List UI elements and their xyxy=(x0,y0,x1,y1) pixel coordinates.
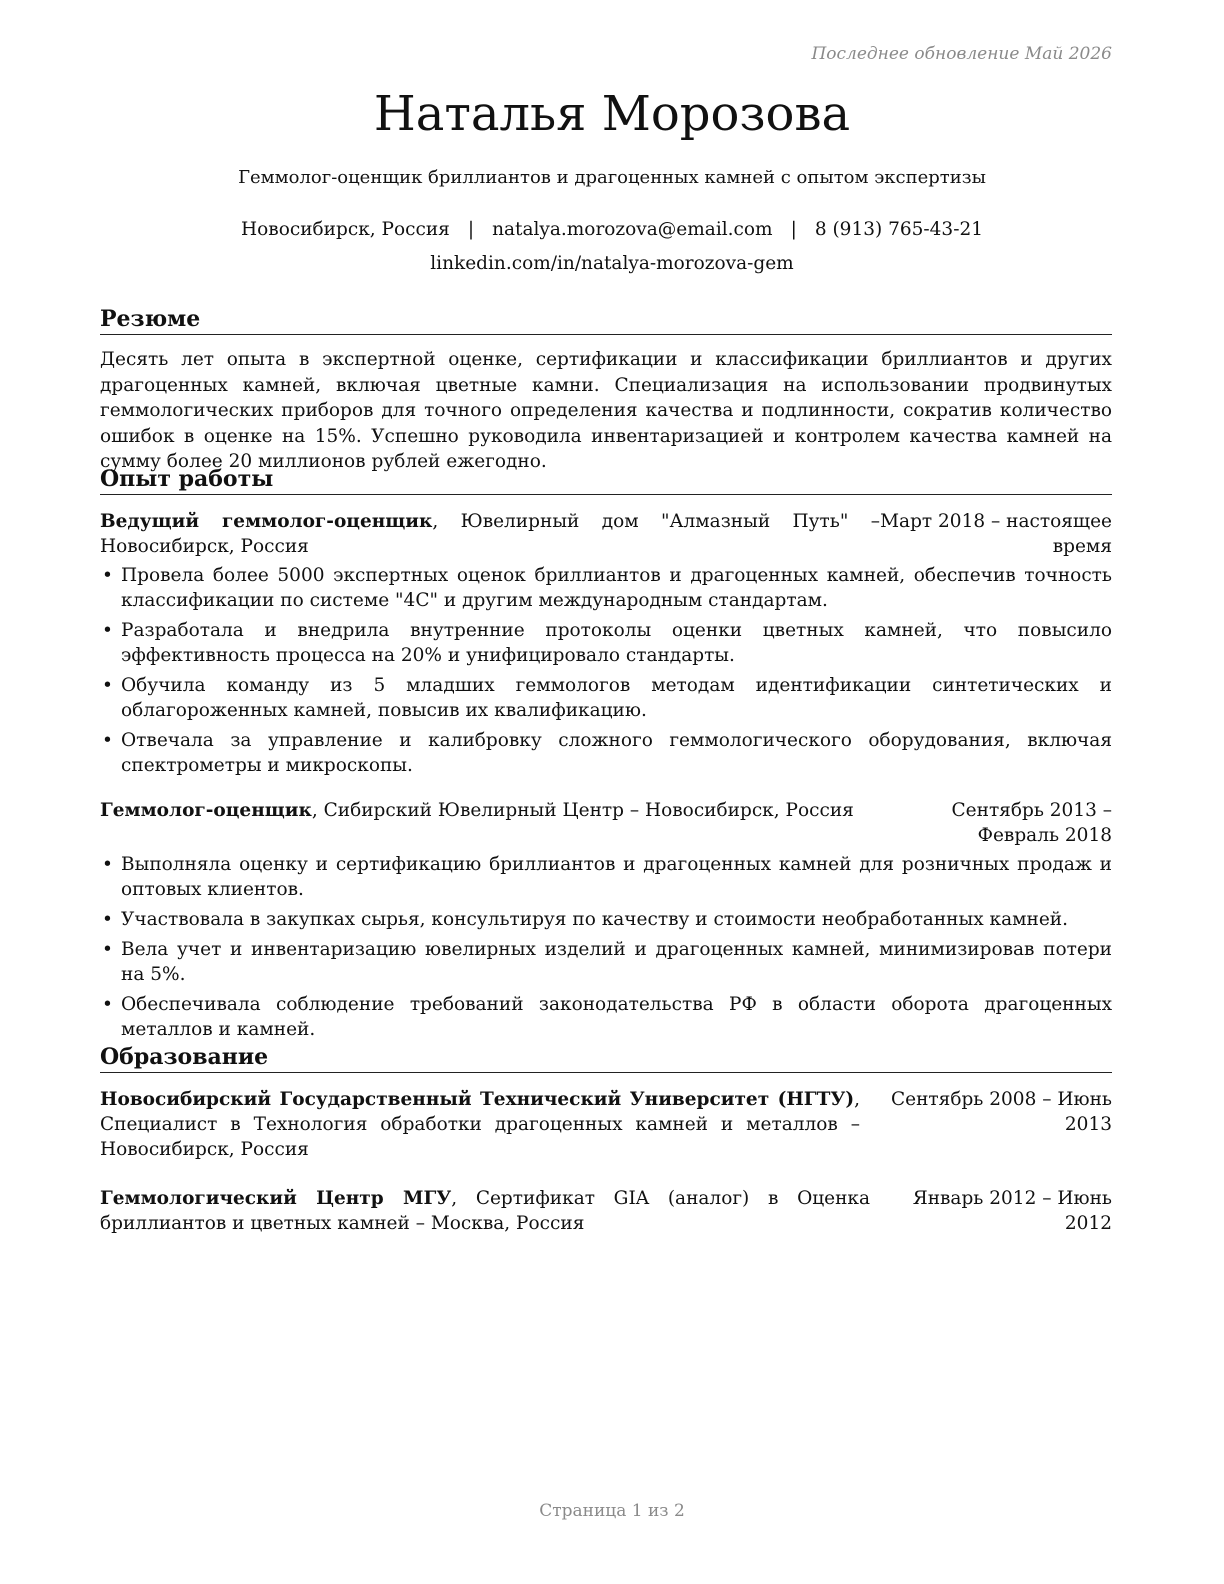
education-entry xyxy=(100,1186,1112,1236)
job-role: Геммолог-оценщик xyxy=(100,800,312,821)
phone: 8 (913) 765-43-21 xyxy=(814,219,983,240)
list-item: • Провела более 5000 экспертных оценок бриллиантов и драгоценных камней, обеспечив точность классификации по системе "4C" и другим международным стандартам. xyxy=(100,563,1112,613)
section-title-experience: Опыт работы xyxy=(100,465,1112,495)
list-item: • Разработала и внедрила внутренние протоколы оценки цветных камней, что повысило эффективность процесса на 20% и унифицировало стандарты. xyxy=(100,618,1112,668)
job-entry xyxy=(100,798,1112,1042)
degree-detail: , Специалист в Технология обработки драгоценных камней и металлов – Новосибирск, Россия xyxy=(100,1089,860,1160)
job-dates: Сентябрь 2013 – Февраль 2018 xyxy=(951,800,1112,846)
list-item: • Обучила команду из 5 младших геммологов методам идентификации синтетических и облагороженных камней, повысив их квалификацию. xyxy=(100,673,1112,723)
headline: Геммолог-оценщик бриллиантов и драгоценных камней с опытом экспертизы xyxy=(238,167,986,188)
job-title-line xyxy=(100,798,872,848)
degree-detail: , Сертификат GIA (аналог) в Оценка бриллиантов и цветных камней – Москва, Россия xyxy=(100,1188,870,1234)
job-role: Ведущий геммолог-оценщик xyxy=(100,511,433,532)
job-bullets xyxy=(100,852,1112,1042)
candidate-name: Наталья Морозова xyxy=(373,86,851,142)
education-dates: Январь 2012 – Июнь 2012 xyxy=(912,1188,1112,1234)
job-header xyxy=(100,509,1112,559)
separator: | xyxy=(790,219,797,240)
page-number: Страница 1 из 2 xyxy=(539,1501,685,1521)
job-dates: Март 2018 – настоящее время xyxy=(880,511,1112,557)
location: Новосибирск, Россия xyxy=(241,219,450,240)
job-org: , Сибирский Ювелирный Центр – Новосибирск, Россия xyxy=(311,800,854,821)
education-section xyxy=(100,1043,1112,1236)
contact-line xyxy=(0,219,1224,240)
list-item: • Выполняла оценку и сертификацию бриллиантов и драгоценных камней для розничных продаж и оптовых клиентов. xyxy=(100,852,1112,902)
list-item: • Участвовала в закупках сырья, консультируя по качеству и стоимости необработанных камней. xyxy=(100,907,1112,932)
section-title-summary: Резюме xyxy=(100,305,1112,335)
section-title-education: Образование xyxy=(100,1043,1112,1073)
summary-text: Десять лет опыта в экспертной оценке, сертификации и классификации бриллиантов и других драгоценных камней, включая цветные камни. Специализация на использовании продвинутых геммологических приборов для точного определения качества и подлинности, сократив количество ошибок в оценке на 15%. Успешно руководила инвентаризацией и контролем качества камней на сумму более 20 миллионов рублей ежегодно. xyxy=(100,349,1112,472)
school-name: Новосибирский Государственный Технический Университет (НГТУ) xyxy=(100,1089,855,1110)
email-link[interactable]: natalya.morozova@email.com xyxy=(492,219,773,240)
education-title-line xyxy=(100,1186,870,1236)
education-entry xyxy=(100,1087,1112,1162)
list-item: • Вела учет и инвентаризацию ювелирных изделий и драгоценных камней, минимизировав потери на 5%. xyxy=(100,937,1112,987)
job-entry xyxy=(100,509,1112,778)
experience-section xyxy=(100,465,1112,1047)
education-title-line xyxy=(100,1087,860,1162)
job-bullets xyxy=(100,563,1112,778)
list-item: • Отвечала за управление и калибровку сложного геммологического оборудования, включая спектрометры и микроскопы. xyxy=(100,728,1112,778)
job-org: , Ювелирный дом "Алмазный Путь" – Новосибирск, Россия xyxy=(100,511,880,557)
summary-section xyxy=(100,305,1112,475)
job-title-line xyxy=(100,509,880,559)
education-dates: Сентябрь 2008 – Июнь 2013 xyxy=(890,1089,1112,1135)
separator: | xyxy=(467,219,475,240)
linkedin-link[interactable]: linkedin.com/in/natalya-morozova-gem xyxy=(430,253,794,274)
school-name: Геммологический Центр МГУ xyxy=(100,1188,452,1209)
last-updated: Последнее обновление Май 2026 xyxy=(811,44,1112,64)
list-item: • Обеспечивала соблюдение требований законодательства РФ в области оборота драгоценных металлов и камней. xyxy=(100,992,1112,1042)
job-header xyxy=(100,798,1112,848)
